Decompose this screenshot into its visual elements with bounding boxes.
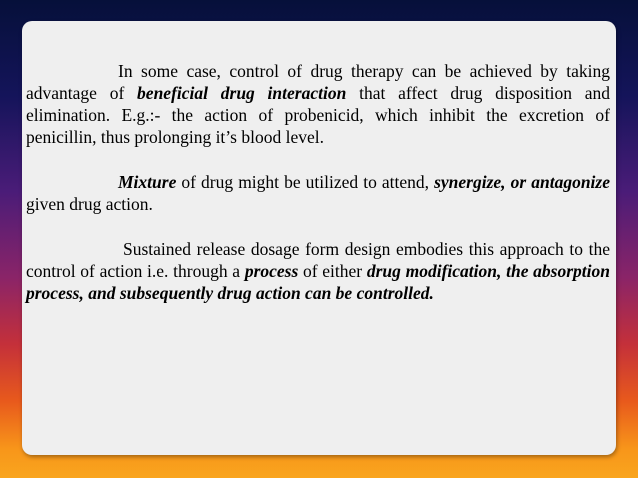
emphasis-text: synergize, or antagonize <box>434 172 610 192</box>
text: In some case, control of drug therapy can be achieved by taking advantage of <box>26 61 610 103</box>
paragraph-sustained-release <box>26 238 610 304</box>
paragraph-drug-interaction <box>26 60 610 148</box>
emphasis-text: Mixture <box>118 172 177 192</box>
paragraph-drug-mixture <box>26 171 610 215</box>
emphasis-text: drug modification, the absorption process, and subsequently drug action can be controlled. <box>26 261 611 303</box>
text: of either <box>303 261 363 281</box>
text: Sustained release dosage form design embodies this approach to the control of action i.e. through a <box>26 239 610 281</box>
emphasis-text: process <box>244 261 299 281</box>
slide-content <box>26 60 610 327</box>
text: of drug might be utilized to attend, <box>181 172 430 192</box>
text: that affect drug disposition and elimination. E.g.:- the action of probenicid, which inhibit the excretion of penicillin, thus prolonging it’s blood level. <box>26 83 611 147</box>
emphasis-text: beneficial drug interaction <box>137 83 347 103</box>
text: given drug action. <box>26 194 153 214</box>
